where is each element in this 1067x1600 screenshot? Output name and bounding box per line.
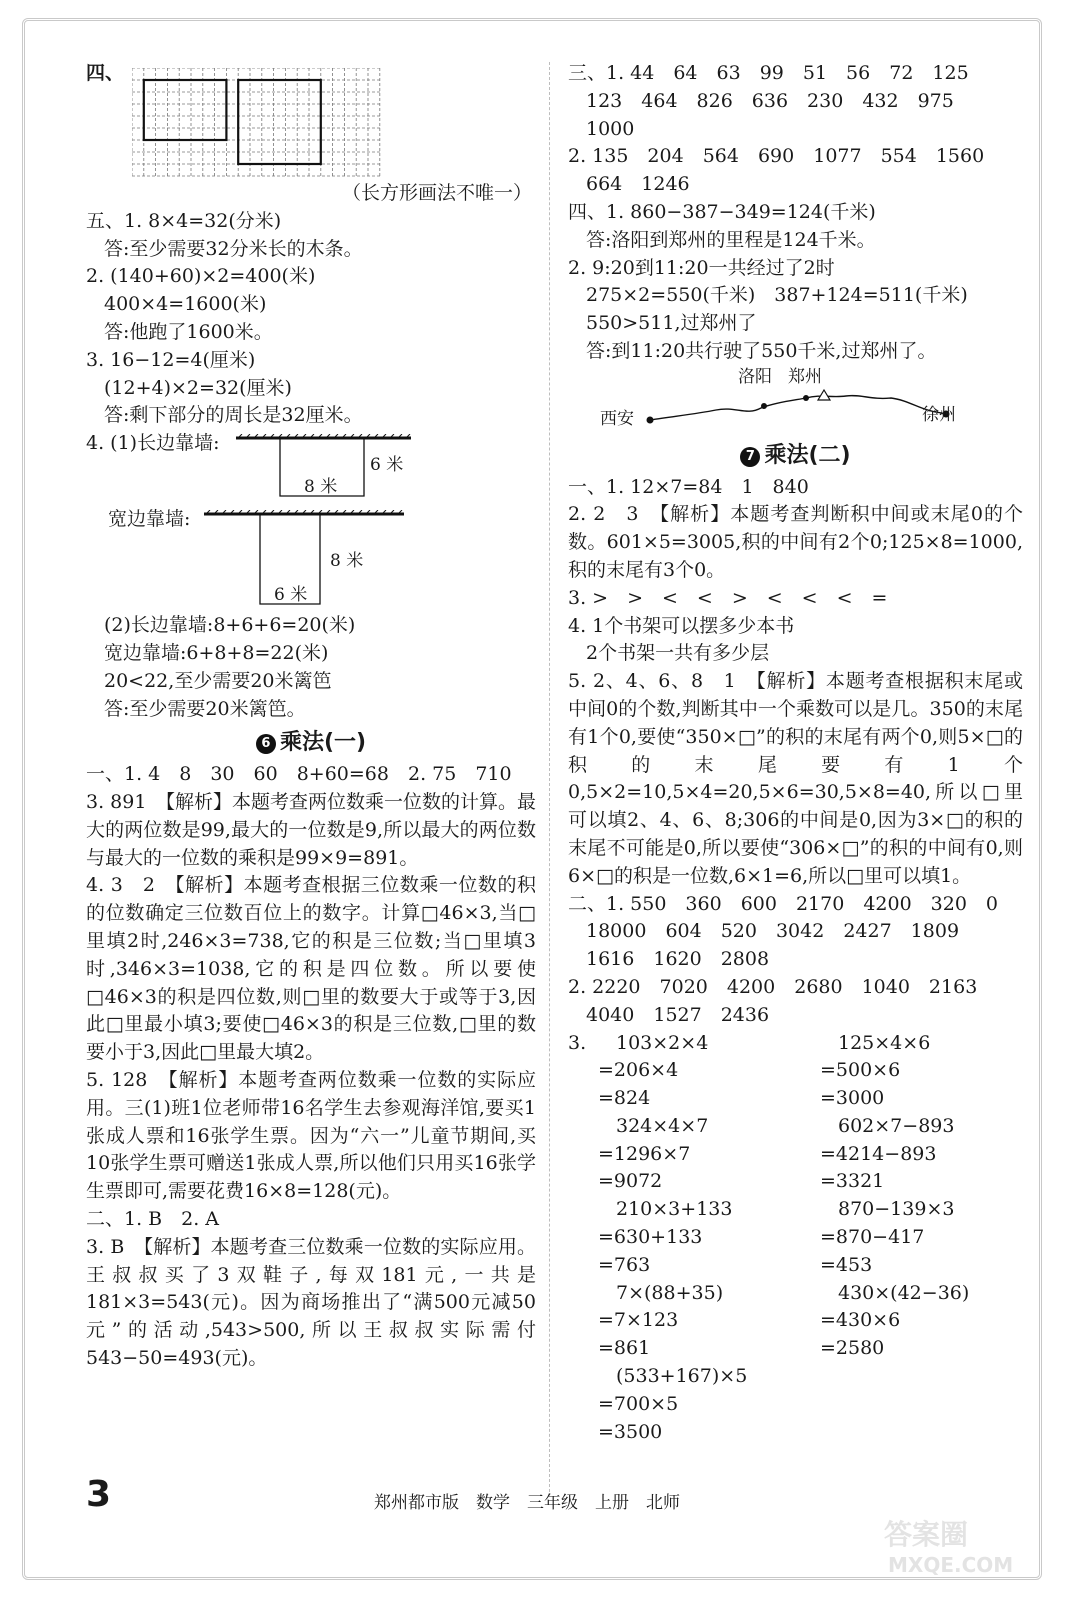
- calc-step: 7×(88+35): [616, 1281, 724, 1304]
- calc-step: =453: [820, 1253, 873, 1276]
- calc-step: =3321: [820, 1170, 885, 1193]
- luoyang-dot: [761, 403, 767, 409]
- q4-note: （长方形画法不唯一）: [341, 182, 532, 204]
- s7-q4-line2: 2个书架一共有多少层: [586, 642, 770, 665]
- section-7-number: 7: [740, 447, 760, 467]
- section-6-heading: [86, 729, 536, 757]
- calc-step: [820, 1363, 1020, 1391]
- s7-q5: 5. 2、4、6、8 1 【解析】本题考查根据积末尾或中间0的个数,判断其中一个乘数可以是几。350的末尾有1个0,要使“350×□”的积的末尾有两个0,则5×□的积的末尾要有1个0,5×2=10,5×4=20,5×6=30,5×8=40,所以□里可以填2、4、6、8;306的中间是0,因为3×□的积的末尾不可能是0,所以要使“306×□”的积的中间有0,则6×□的积是一位数,6×1=6,所以□里可以填1。: [568, 670, 1023, 887]
- r4-1-line1: 四、1. 860−387−349=124(千米): [568, 200, 876, 223]
- svg-text:MXQE.COM: MXQE.COM: [888, 1553, 1014, 1577]
- calc-step: 870−139×3: [838, 1198, 955, 1221]
- r3-1-line1: 三、1. 44 64 63 99 51 56 72 125: [568, 62, 969, 84]
- calc-step: =500×6: [820, 1059, 901, 1082]
- calc-step: 602×7−893: [838, 1114, 955, 1137]
- r4-2-line2: 275×2=550(千米) 387+124=511(千米): [586, 284, 968, 307]
- calc-step: 210×3+133: [616, 1198, 733, 1221]
- q4-grid-figure: [86, 60, 536, 180]
- calc-step: =763: [598, 1253, 651, 1276]
- r3-1-line2: 123 464 826 636 230 432 975: [586, 89, 954, 112]
- calc-step: =9072: [598, 1170, 663, 1193]
- watermark-logo: [880, 1510, 1020, 1580]
- q5-4-line4: 宽边靠墙:6+8+8=22(米): [104, 641, 329, 664]
- calc-step: =630+133: [598, 1226, 703, 1249]
- calc-step: 324×4×7: [616, 1114, 709, 1137]
- s6-q4: 4. 3 2 【解析】本题考查根据三位数乘一位数的积的位数确定三位数百位上的数字。计算□46×3,当□里填2时,246×3=738,它的积是三位数;当□里填3时,346×3=1038,它的积是四位数。所以要使□46×3的积是四位数,则□里的数要大于或等于3,因此□里最小填3;要使□46×3的积是三位数,□里的数要小于3,因此□里最大填2。: [86, 874, 536, 1064]
- map-label-xian: 西安: [600, 408, 634, 429]
- footer-info: 郑州都市版 数学 三年级 上册 北师: [374, 1493, 680, 1513]
- r4-2-line1: 2. 9:20到11:20一共经过了2时: [568, 256, 835, 279]
- q5-1-answer: 答:至少需要32分米长的木条。: [104, 237, 363, 260]
- q5-3-answer: 答:剩下部分的周长是32厘米。: [104, 404, 363, 427]
- q5-3-line2: (12+4)×2=32(厘米): [104, 376, 292, 399]
- calc-step: =861: [598, 1337, 651, 1360]
- calc-step: =3500: [598, 1420, 663, 1443]
- page-number: 3: [86, 1474, 112, 1515]
- s7-part2-q1-line1: 二、1. 550 360 600 2170 4200 320 0: [568, 892, 999, 915]
- q5-4-line2: 宽边靠墙:: [108, 508, 191, 531]
- calc-step: =4214−893: [820, 1142, 937, 1165]
- s7-part2-q1-line3: 1616 1620 2808: [586, 948, 770, 971]
- q5-2-line2: 400×4=1600(米): [104, 293, 267, 316]
- calc-step: =1296×7: [598, 1142, 691, 1165]
- calc-step: =870−417: [820, 1226, 925, 1249]
- left-column: [86, 60, 536, 1373]
- s6-q5: 5. 128 【解析】本题考查两位数乘一位数的实际应用。三(1)班1位老师带16名学生去参观海洋馆,要买1张成人票和16张学生票。因为“六一”儿童节期间,买10张学生票可赠送1张成人票,所以他们只用买16张学生票即可,需要花费16×8=128(元)。: [86, 1068, 536, 1203]
- r3-1-line3: 1000: [586, 117, 635, 140]
- calc-left-column: [598, 1030, 820, 1447]
- zhengzhou-dot: [803, 395, 809, 401]
- map-label-xuzhou: 徐州: [922, 404, 956, 425]
- calc-step: =7×123: [598, 1309, 679, 1332]
- q5-4-line1: 4. (1)长边靠墙:: [86, 432, 220, 455]
- xian-dot: [647, 416, 654, 423]
- section-7-title: 乘法(二): [764, 442, 851, 468]
- fig2-bottom-label: 6 米: [274, 585, 308, 606]
- r4-2-line3: 550>511,过郑州了: [586, 312, 757, 335]
- s7-q2: 2. 2 3 【解析】本题考查判断积中间或末尾0的个数。601×5=3005,积的中间有2个0;125×8=1000,积的末尾有3个0。: [568, 503, 1023, 581]
- q5-2-answer: 答:他跑了1600米。: [104, 320, 273, 343]
- r3-2-line1: 2. 135 204 564 690 1077 554 1560: [568, 145, 985, 168]
- calc-step: =2580: [820, 1337, 885, 1360]
- section-6-number: 6: [256, 734, 276, 754]
- calc-step: 125×4×6: [838, 1031, 931, 1054]
- q5-4-line5: 20<22,至少需要20米篱笆: [104, 669, 332, 692]
- s7-q3: 3. > > < < > < < < =: [568, 586, 888, 609]
- column-divider: [549, 62, 550, 1492]
- calc-step: [820, 1391, 1020, 1419]
- r4-2-answer: 答:到11:20共行驶了550千米,过郑州了。: [586, 339, 937, 362]
- fence-figures: [86, 430, 536, 612]
- calc-right-column: [820, 1030, 1020, 1447]
- fig1-side-label: 6 米: [370, 455, 404, 476]
- s7-part2-q1-line2: 18000 604 520 3042 2427 1809: [586, 920, 960, 943]
- q5-1-line1: 五、1. 8×4=32(分米): [86, 209, 282, 232]
- page-footer: [86, 1474, 986, 1530]
- s6-part2-q1: 二、1. B 2. A: [86, 1207, 220, 1230]
- rectangle-a: [144, 80, 227, 140]
- s6-q3: 3. 891 【解析】本题考查两位数乘一位数的计算。最大的两位数是99,最大的一位数是9,所以最大的两位数与最大的一位数的乘积是99×9=891。: [86, 790, 536, 869]
- calc-step: =206×4: [598, 1059, 679, 1082]
- route-map: [568, 366, 1023, 436]
- calc-step: (533+167)×5: [616, 1365, 748, 1388]
- section-7-heading: [568, 442, 1023, 470]
- rectangle-b: [238, 80, 321, 164]
- calc-step: 103×2×4: [616, 1031, 709, 1054]
- q5-4-line3: (2)长边靠墙:8+6+6=20(米): [104, 614, 356, 637]
- s7-part2-q2-line1: 2. 2220 7020 4200 2680 1040 2163: [568, 975, 978, 998]
- section-6-title: 乘法(一): [279, 730, 367, 756]
- q5-3-line1: 3. 16−12=4(厘米): [86, 348, 256, 371]
- s7-q1: 一、1. 12×7=84 1 840: [568, 475, 809, 498]
- grid-drawing: [132, 68, 382, 178]
- r4-1-answer: 答:洛阳到郑州的里程是124千米。: [586, 228, 876, 251]
- q4-label: 四、: [86, 62, 125, 84]
- calc-step: =430×6: [820, 1309, 901, 1332]
- calc-step: =824: [598, 1087, 651, 1110]
- calc-label: 3.: [568, 1031, 587, 1054]
- s7-q4-line1: 4. 1个书架可以摆多少本书: [568, 614, 795, 637]
- s6-part2-q3: 3. B 【解析】本题考查三位数乘一位数的实际应用。王叔叔买了3双鞋子,每双181元,一共是181×3=543(元)。因为商场推出了“满500元减50元”的活动,543>500,所以王叔叔实际需付543−50=493(元)。: [86, 1235, 536, 1369]
- calc-step: =700×5: [598, 1392, 679, 1415]
- svg-text:答案圈: 答案圈: [884, 1518, 969, 1551]
- calculation-block: [568, 1030, 1023, 1447]
- fig2-side-label: 8 米: [330, 551, 364, 572]
- map-label-luoyang: 洛阳: [738, 366, 772, 387]
- calc-step: [820, 1419, 1020, 1447]
- calc-step: =3000: [820, 1087, 885, 1110]
- r3-2-line2: 664 1246: [586, 173, 690, 196]
- fig1-bottom-label: 8 米: [304, 477, 338, 498]
- calc-step: 430×(42−36): [838, 1281, 970, 1304]
- right-column: [568, 60, 1023, 1446]
- map-label-zhengzhou: 郑州: [788, 366, 822, 387]
- s6-q1: 一、1. 4 8 30 60 8+60=68 2. 75 710: [86, 763, 512, 786]
- q5-2-line1: 2. (140+60)×2=400(米): [86, 265, 316, 288]
- s7-part2-q2-line2: 4040 1527 2436: [586, 1003, 770, 1026]
- q5-4-answer: 答:至少需要20米篱笆。: [104, 697, 306, 720]
